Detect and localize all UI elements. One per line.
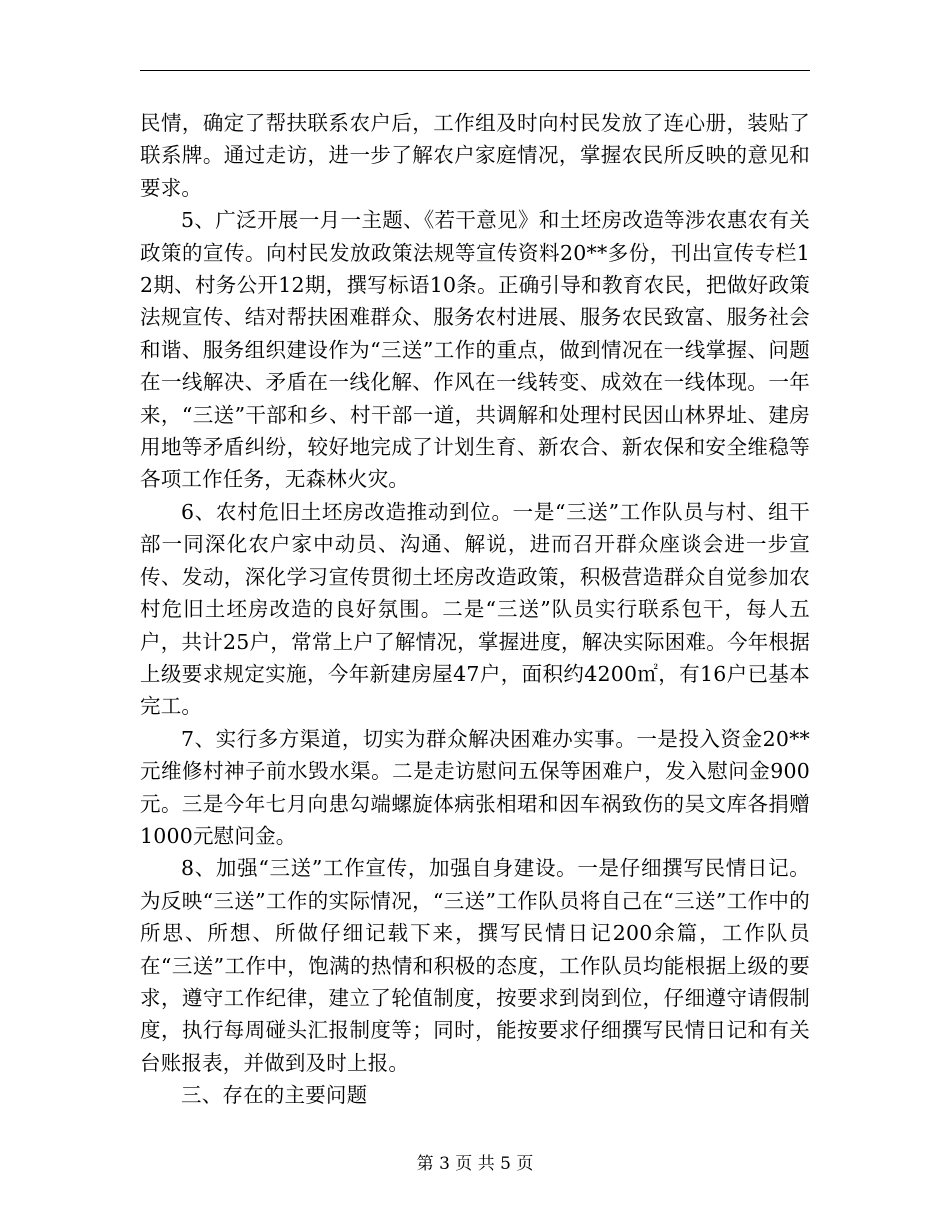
paragraph-item-6: 6、农村危旧土坯房改造推动到位。一是“三送”工作队员与村、组干部一同深化农户家中动员、沟通、解说，进而召开群众座谈会进一步宣传、发动，深化学习宣传贯彻土坯房改造政策，积极营造群众自觉参加农村危旧土坯房改造的良好氛围。二是“三送”队员实行联系包干，每人五户，共计25户，常常上户了解情况，掌握进度，解决实际困难。今年根据上级要求规定实施，今年新建房屋47户，面积约4200㎡，有16户已基本完工。 bbox=[140, 499, 810, 719]
page-number-footer: 第 3 页 共 5 页 bbox=[416, 1154, 534, 1174]
header-rule bbox=[140, 70, 810, 71]
paragraph-item-7: 7、实行多方渠道，切实为群众解决困难办实事。一是投入资金20**元维修村神子前水毁水渠。二是走访慰问五保等困难户，发入慰问金900元。三是今年七月向患勾端螺旋体病张相珺和因车祸致伤的吴文库各捐赠1000元慰问金。 bbox=[140, 726, 810, 848]
paragraph-item-8: 8、加强“三送”工作宣传，加强自身建设。一是仔细撰写民情日记。为反映“三送”工作的实际情况，“三送”工作队员将自己在“三送”工作中的所思、所想、所做仔细记载下来，撰写民情日记200余篇，工作队员在“三送”工作中，饱满的热情和积极的态度，工作队员均能根据上级的要求，遵守工作纪律，建立了轮值制度，按要求到岗到位，仔细遵守请假制度，执行每周碰头汇报制度等；同时，能按要求仔细撰写民情日记和有关台账报表，并做到及时上报。 bbox=[140, 856, 810, 1075]
paragraph-item-5: 5、广泛开展一月一主题、《若干意见》和土坯房改造等涉农惠农有关政策的宣传。向村民发放政策法规等宣传资料20**多份，刊出宣传专栏12期、村务公开12期，撰写标语10条。正确引导和教育农民，把做好政策法规宣传、结对帮扶困难群众、服务农村进展、服务农民致富、服务社会和谐、服务组织建设作为“三送”工作的重点，做到情况在一线掌握、问题在一线解决、矛盾在一线化解、作风在一线转变、成效在一线体现。一年来，“三送”干部和乡、村干部一道，共调解和处理村民因山林界址、建房用地等矛盾纠纷，较好地完成了计划生育、新农合、新农保和安全维稳等各项工作任务，无森林火灾。 bbox=[140, 208, 810, 492]
paragraph-continuation: 民情，确定了帮扶联系农户后，工作组及时向村民发放了连心册，装贴了联系牌。通过走访，进一步了解农户家庭情况，掌握农民所反映的意见和要求。 bbox=[140, 111, 810, 200]
section-heading-problems: 三、存在的主要问题 bbox=[181, 1083, 368, 1108]
body-text bbox=[140, 107, 810, 1112]
